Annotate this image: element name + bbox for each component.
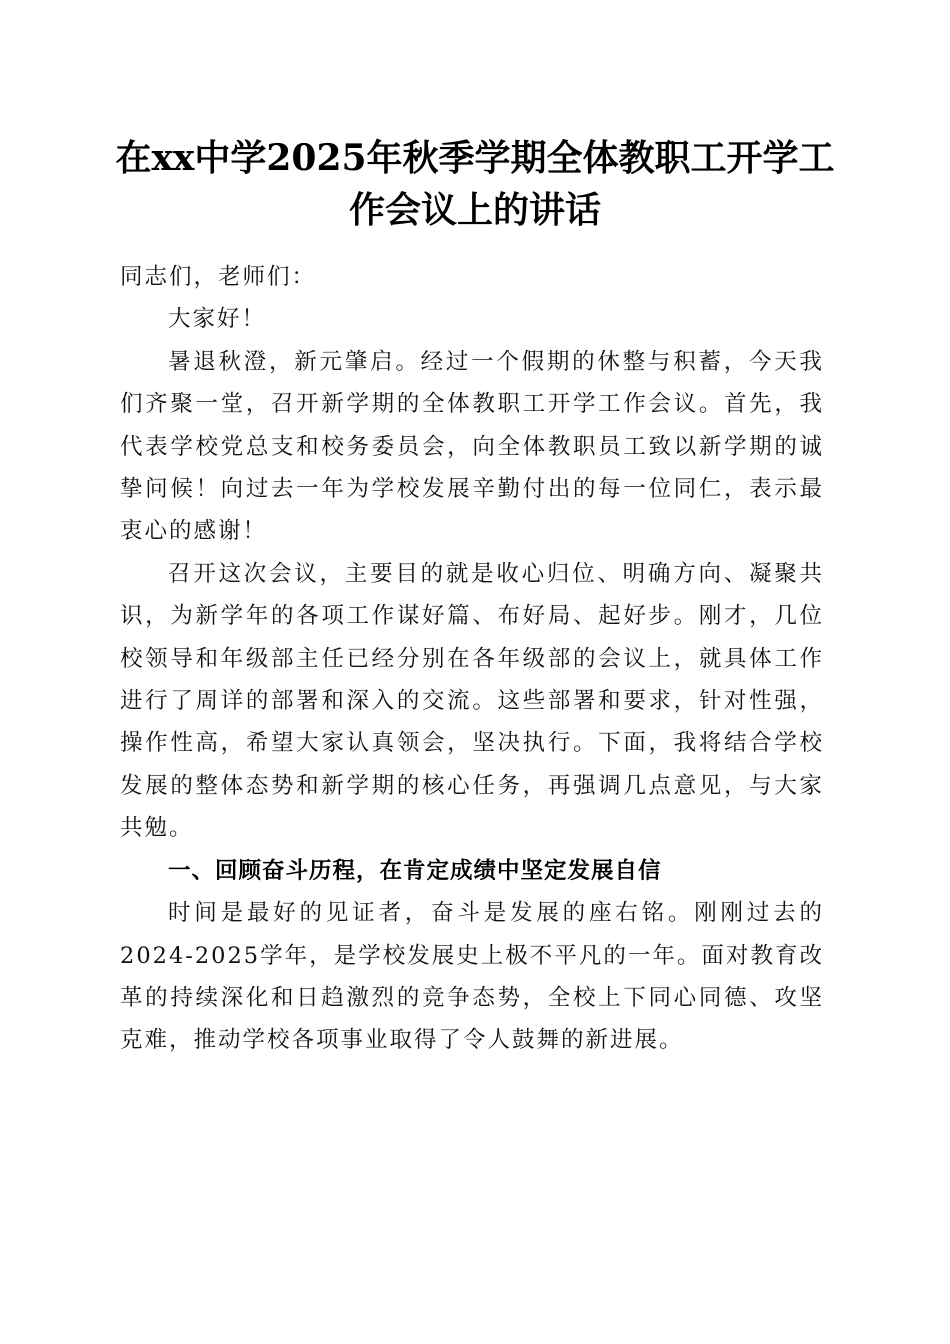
document-title [105,132,845,236]
salutation: 同志们，老师们： [120,264,317,290]
paragraph-purpose: 召开这次会议，主要目的就是收心归位、明确方向、凝聚共识，为新学年的各项工作谋好篇、布好局、起好步。刚才，几位校领导和年级部主任已经分别在各年级部的会议上，就具体工作进行了周详的部署和深入的交流。这些部署和要求，针对性强，操作性高，希望大家认真领会，坚决执行。下面，我将结合学校发展的整体态势和新学期的核心任务，再强调几点意见，与大家共勉。 [120,560,824,842]
section-heading-1: 一、回顾奋斗历程，在肯定成绩中坚定发展自信 [168,857,662,884]
greeting: 大家好！ [168,306,267,333]
title-line-2: 作会议上的讲话 [348,189,601,231]
paragraph-opening: 暑退秋澄，新元肇启。经过一个假期的休整与积蓄，今天我们齐聚一堂，召开新学期的全体教职工开学工作会议。首先，我代表学校党总支和校务委员会，向全体教职员工致以新学期的诚挚问候！向过去一年为学校发展辛勤付出的每一位同仁，表示最衷心的感谢！ [120,348,824,545]
document-body [120,256,824,1062]
paragraph-review: 时间是最好的见证者，奋斗是发展的座右铭。刚刚过去的2024-2025学年，是学校发展史上极不平凡的一年。面对教育改革的持续深化和日趋激烈的竞争态势，全校上下同心同德、攻坚克难，推动学校各项事业取得了令人鼓舞的新进展。 [120,900,824,1054]
title-line-1: 在xx中学2025年秋季学期全体教职工开学工 [115,137,835,179]
